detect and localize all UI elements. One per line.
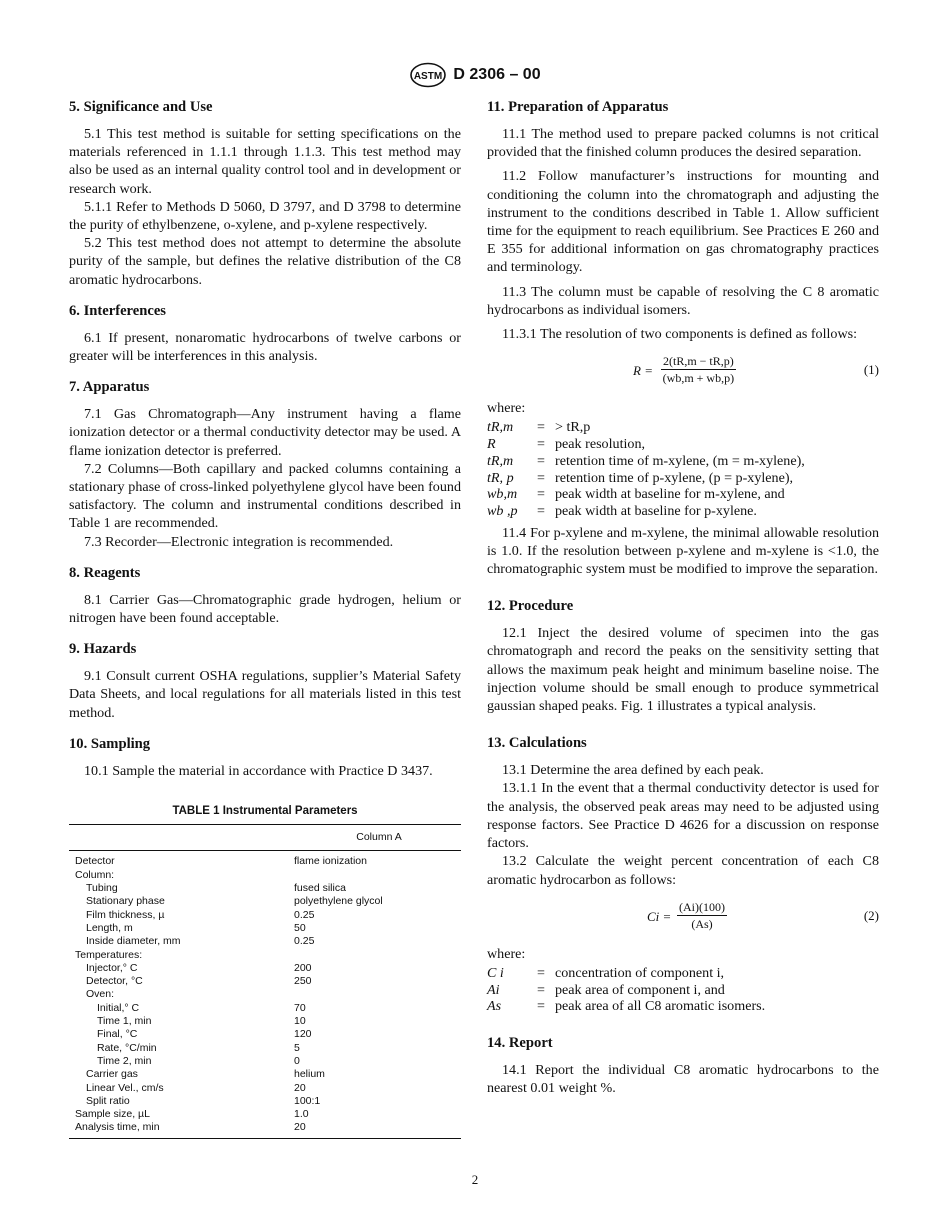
table-cell-value: 70 xyxy=(294,1001,306,1014)
table-row xyxy=(69,962,461,975)
section-8 xyxy=(69,563,461,627)
table-cell-label: Time 2, min xyxy=(97,1054,152,1067)
definition-eq: = xyxy=(537,436,545,453)
table-cell-label: Sample size, µL xyxy=(75,1108,150,1121)
definition-txt: peak area of all C8 aromatic isomers. xyxy=(555,998,766,1015)
document-id: D 2306 – 00 xyxy=(453,66,541,83)
table-cell-label: Carrier gas xyxy=(86,1068,138,1081)
table-cell-value: helium xyxy=(294,1068,325,1081)
definition-sym: wb ,p xyxy=(487,502,518,519)
equation-number: (2) xyxy=(863,907,879,923)
definition-eq: = xyxy=(537,964,545,981)
table-cell-label: Initial,° C xyxy=(97,1001,140,1014)
table-cell-label: Detector xyxy=(75,855,115,868)
where-label: where: xyxy=(487,400,526,417)
table-cell-label: Length, m xyxy=(86,921,133,934)
section-title: 11. Preparation of Apparatus xyxy=(487,99,669,115)
equation-1 xyxy=(487,349,879,393)
table-cell-label: Temperatures: xyxy=(75,948,143,961)
table-row xyxy=(69,1015,461,1028)
definition-eq: = xyxy=(537,502,545,519)
section-title: 6. Interferences xyxy=(69,302,166,319)
definition-eq: = xyxy=(537,981,545,998)
paragraph: 5.1 This test method is suitable for setting specifications on the materials referenced in 1.1.1 through 1.1.3. This test method may also be used as an internal quality control tool and in development or research work. xyxy=(69,126,461,197)
table-cell-value: 50 xyxy=(294,921,306,934)
definition-eq: = xyxy=(537,486,545,503)
table-cell-value: 250 xyxy=(294,975,312,988)
section-10 xyxy=(69,734,461,780)
table-header-rule xyxy=(69,850,461,851)
definition-txt: peak width at baseline for m-xylene, and xyxy=(555,486,785,503)
paragraph: 11.3 The column must be capable of resolving the C 8 aromatic hydrocarbons as individual isomers. xyxy=(487,283,879,318)
column-a-header: Column A xyxy=(356,831,402,844)
left-column xyxy=(69,97,461,1139)
denominator: (wb,m + wb,p) xyxy=(662,371,735,386)
paragraph: 13.2 Calculate the weight percent concentration of each C8 aromatic hydrocarbon as follows: xyxy=(487,853,879,888)
table-cell-label: Injector,° C xyxy=(86,961,138,974)
paragraph: 11.4 For p-xylene and m-xylene, the minimal allowable resolution is 1.0. If the resolution between p-xylene and m-xylene is <1.0, the chromatographic system must be modified to improve the separation. xyxy=(487,524,879,578)
definition-sym: R xyxy=(487,436,496,453)
svg-text:ASTM: ASTM xyxy=(414,71,443,82)
paragraph: 6.1 If present, nonaromatic hydrocarbons of twelve carbons or greater will be interferences in this analysis. xyxy=(69,329,461,365)
equation-2 xyxy=(487,895,879,939)
table-row xyxy=(69,1095,461,1108)
table-row xyxy=(69,882,461,895)
section-11 xyxy=(487,97,879,578)
equation-lhs: Ci = xyxy=(647,908,672,924)
table-row xyxy=(69,1082,461,1095)
table-row xyxy=(69,1108,461,1121)
section-title: 7. Apparatus xyxy=(69,379,150,396)
paragraph: 7.2 Columns—Both capillary and packed columns containing a stationary phase of cross-linked polyethylene glycol have been found satisfactory. The column and instrumental conditions described in Table 1 are recommended. xyxy=(69,460,461,532)
section-title: 8. Reagents xyxy=(69,564,141,581)
paragraph: 14.1 Report the individual C8 aromatic hydrocarbons to the nearest 0.01 weight %. xyxy=(487,1062,879,1097)
table-row xyxy=(69,1055,461,1068)
fraction xyxy=(677,899,727,932)
definition-txt: retention time of m-xylene, (m = m-xylene), xyxy=(555,452,805,469)
table-row xyxy=(69,1121,461,1134)
table-cell-value: 20 xyxy=(294,1121,306,1134)
table-row xyxy=(69,975,461,988)
definition-item xyxy=(487,982,879,999)
definition-item xyxy=(487,998,879,1015)
definition-sym: tR,m xyxy=(487,419,514,436)
section-6 xyxy=(69,301,461,365)
where-label: where: xyxy=(487,945,526,962)
table-row xyxy=(69,1068,461,1081)
section-13 xyxy=(487,733,879,1015)
table-cell-value: 200 xyxy=(294,961,312,974)
paragraph: 11.2 Follow manufacturer’s instructions for mounting and conditioning the column into the chromatograph and adjusting the instrument to the conditions described in Table 1. Allow sufficient time for the equipment to reach equilibrium. See Practices E 260 and E 355 for additional information on gas chromatography practices and terminology. xyxy=(487,168,879,276)
table-row xyxy=(69,949,461,962)
numerator: (Ai)(100) xyxy=(679,899,725,914)
table-cell-label: Oven: xyxy=(86,988,115,1001)
definition-sym: tR, p xyxy=(487,469,514,486)
paragraph: 7.1 Gas Chromatograph—Any instrument having a flame ionization detector or a thermal conductivity detector may be used. A flame ionization detector is preferred. xyxy=(69,406,461,459)
definition-item xyxy=(487,470,879,487)
table-cell-value: 1.0 xyxy=(294,1108,309,1121)
definition-txt: > tR,p xyxy=(555,419,591,436)
section-9 xyxy=(69,639,461,722)
definition-txt: peak width at baseline for p-xylene. xyxy=(555,502,757,519)
table-bottom-rule xyxy=(69,1138,461,1139)
table-cell-value: 0.25 xyxy=(294,908,315,921)
section-5 xyxy=(69,97,461,289)
table-row xyxy=(69,935,461,948)
section-title: 5. Significance and Use xyxy=(69,99,213,115)
table-title: TABLE 1 Instrumental Parameters xyxy=(172,805,358,818)
definition-eq: = xyxy=(537,998,545,1015)
definition-sym: Ai xyxy=(487,981,500,998)
table-row xyxy=(69,909,461,922)
definition-eq: = xyxy=(537,452,545,469)
table-cell-label: Analysis time, min xyxy=(75,1121,160,1134)
numerator: 2(tR,m − tR,p) xyxy=(663,354,734,369)
definition-sym: tR,m xyxy=(487,452,514,469)
table-cell-value: 20 xyxy=(294,1081,306,1094)
definition-list xyxy=(487,965,879,1015)
section-14 xyxy=(487,1033,879,1097)
table-cell-value xyxy=(294,949,454,962)
page-number: 2 xyxy=(471,1172,479,1187)
table-cell-value: 0.25 xyxy=(294,935,315,948)
table-row xyxy=(69,922,461,935)
table-row xyxy=(69,855,461,868)
table-cell-label: Split ratio xyxy=(86,1094,130,1107)
definition-eq: = xyxy=(537,469,545,486)
section-12 xyxy=(487,596,879,715)
definition-item xyxy=(487,436,879,453)
table-1 xyxy=(69,802,461,1139)
definition-item xyxy=(487,453,879,470)
section-title: 9. Hazards xyxy=(69,641,137,658)
table-column-header xyxy=(69,825,461,850)
definition-list xyxy=(487,419,879,519)
table-cell-label: Stationary phase xyxy=(86,895,165,908)
table-cell-value xyxy=(294,988,454,1001)
definition-item xyxy=(487,486,879,503)
table-cell-value: 120 xyxy=(294,1028,312,1041)
table-row xyxy=(69,1002,461,1015)
paragraph: 13.1.1 In the event that a thermal conductivity detector is used for the analysis, the observed peak areas may need to be adjusted using response factors. See Practice D 4626 for a discussion on response factors. xyxy=(487,780,879,852)
paragraph: 5.2 This test method does not attempt to determine the absolute purity of the sample, but defines the relative distribution of the C8 aromatic hydrocarbons. xyxy=(69,235,461,288)
table-row xyxy=(69,1042,461,1055)
section-title: 12. Procedure xyxy=(487,598,574,615)
table-cell-label: Column: xyxy=(75,868,115,881)
table-body xyxy=(69,855,461,1134)
table-cell-label: Linear Vel., cm/s xyxy=(86,1081,164,1094)
section-7 xyxy=(69,377,461,551)
table-cell-value xyxy=(294,869,454,882)
paragraph: 13.1 Determine the area defined by each peak. xyxy=(502,762,764,779)
table-cell-label: Final, °C xyxy=(97,1028,138,1041)
equation-number: (1) xyxy=(863,362,879,378)
table-cell-label: Time 1, min xyxy=(97,1015,152,1028)
table-row xyxy=(69,869,461,882)
table-cell-value: 100:1 xyxy=(294,1094,321,1107)
definition-sym: C i xyxy=(487,964,504,981)
paragraph: 7.3 Recorder—Electronic integration is recommended. xyxy=(84,533,394,550)
definition-item xyxy=(487,419,879,436)
table-cell-label: Rate, °C/min xyxy=(97,1041,157,1054)
table-row xyxy=(69,895,461,908)
fraction xyxy=(661,353,736,386)
table-cell-value: polyethylene glycol xyxy=(294,895,383,908)
table-cell-label: Tubing xyxy=(86,882,118,895)
definition-txt: concentration of component i, xyxy=(555,964,725,981)
paragraph: 11.3.1 The resolution of two components is defined as follows: xyxy=(502,326,858,343)
section-title: 13. Calculations xyxy=(487,735,587,752)
paragraph: 5.1.1 Refer to Methods D 5060, D 3797, and D 3798 to determine the purity of ethylbenzene, o-xylene, and p-xylene respectively. xyxy=(69,198,461,234)
table-cell-value: 10 xyxy=(294,1015,306,1028)
equation-lhs: R = xyxy=(633,363,653,379)
section-title: 14. Report xyxy=(487,1035,553,1052)
table-cell-value: fused silica xyxy=(294,882,346,895)
paragraph: 12.1 Inject the desired volume of specimen into the gas chromatograph and record the peaks on the sensitivity setting that allows the maximum peak height and minimum baseline noise. The injection volume should be small enough to produce symmetrical gaussian shaped peaks. Fig. 1 illustrates a typical analysis. xyxy=(487,625,879,715)
paragraph: 9.1 Consult current OSHA regulations, supplier’s Material Safety Data Sheets, and local regulations for all materials listed in this test method. xyxy=(69,668,461,721)
table-cell-label: Film thickness, µ xyxy=(86,908,165,921)
table-cell-value: 0 xyxy=(294,1054,300,1067)
table-row xyxy=(69,988,461,1001)
paragraph: 11.1 The method used to prepare packed columns is not critical provided that the finished column produces the desired separation. xyxy=(487,126,879,161)
definition-item xyxy=(487,965,879,982)
page-header xyxy=(0,62,950,88)
section-title: 10. Sampling xyxy=(69,735,151,752)
table-cell-value: 5 xyxy=(294,1041,300,1054)
paragraph: 10.1 Sample the material in accordance with Practice D 3437. xyxy=(84,762,433,779)
table-cell-value: flame ionization xyxy=(294,855,367,868)
definition-item xyxy=(487,503,879,520)
denominator: (As) xyxy=(691,916,713,931)
definition-txt: retention time of p-xylene, (p = p-xylene), xyxy=(555,469,794,486)
paragraph: 8.1 Carrier Gas—Chromatographic grade hydrogen, helium or nitrogen have been found acceptable. xyxy=(69,591,461,627)
right-column xyxy=(487,97,879,1109)
table-cell-label: Detector, °C xyxy=(86,975,143,988)
table-cell-label: Inside diameter, mm xyxy=(86,935,181,948)
definition-txt: peak area of component i, and xyxy=(555,981,725,998)
definition-sym: wb,m xyxy=(487,486,518,503)
table-row xyxy=(69,1028,461,1041)
definition-eq: = xyxy=(537,419,545,436)
definition-sym: As xyxy=(487,998,502,1015)
astm-logo-icon xyxy=(409,62,447,88)
definition-txt: peak resolution, xyxy=(555,436,646,453)
